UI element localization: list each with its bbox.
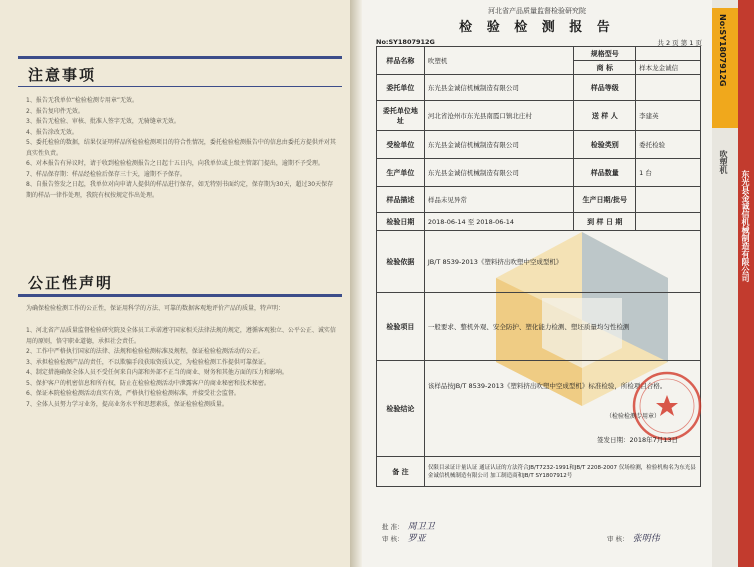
signature-row	[382, 519, 702, 549]
side-label-strip	[712, 0, 754, 567]
test-signature	[607, 531, 660, 544]
fairness-item: 5、保护客户的机密信息和所有权，防止在检验检测活动中泄露客户的商业秘密和技术秘密。	[26, 379, 270, 387]
fairness-item: 4、制定措施确保全体人员不受任何来自内部和外部不正当的商业、财务和其他方面的压力和影响。	[26, 369, 288, 376]
model-value	[636, 47, 701, 61]
grade-label: 样品等级	[574, 75, 636, 101]
table-row	[377, 75, 701, 101]
table-row	[377, 131, 701, 159]
report-number: No:SY1807912G	[376, 38, 435, 46]
notice-bottom-rule	[18, 86, 342, 87]
sign-date	[597, 435, 678, 444]
report-title: 检 验 检 测 报 告	[459, 20, 615, 35]
tab-report-no: No:SY1807912G	[718, 14, 727, 87]
batch-value	[636, 187, 701, 213]
sender-label: 送 样 人	[574, 101, 636, 131]
notice-item: 2、报告复印件无效。	[26, 107, 84, 115]
right-page	[362, 0, 712, 567]
notice-title: 注意事项	[28, 66, 97, 84]
test-date-label: 检验日期	[377, 213, 425, 231]
sign-date-value: 2018年7月13日	[629, 436, 678, 444]
conclusion-label: 检验结论	[377, 361, 425, 457]
client-address-label: 委托单位地址	[377, 101, 425, 131]
sample-desc-label: 样品描述	[377, 187, 425, 213]
notice-item: 1、报告无我单位“检验检测专用章”无效。	[26, 97, 139, 104]
approve-label: 批 准：	[382, 523, 404, 531]
table-row	[377, 47, 701, 61]
remarks-value: 仅限目录证计量认证 通证认证的方法符合JB/T7232-1991和JB/T 2208-2007 仅场检测，检验机构名为东光县金诚信机械制造有限公司 加工制造商和JB/T SY1807912号	[424, 457, 700, 487]
test-label: 审 核：	[607, 535, 629, 543]
items-label: 检验项目	[377, 293, 425, 361]
basis-value: JB/T 8539-2013《塑料挤出吹塑中空成型机》	[424, 231, 700, 293]
stamp-note: （检验检测专用章）	[605, 413, 660, 420]
fairness-rule	[18, 294, 342, 297]
conclusion-cell	[424, 361, 700, 457]
table-row	[377, 231, 701, 293]
page-info: 共 2 页 第 1 页	[657, 39, 702, 47]
sample-desc-value: 样品未见异常	[424, 187, 574, 213]
table-row	[377, 187, 701, 213]
tab-red-strip	[738, 0, 754, 567]
approve-sign: 周卫卫	[407, 522, 435, 532]
fairness-intro: 为确保检验检测工作的公正性，保证用科学的方法、可靠的数据客观地评价产品的质量，特声明：	[26, 305, 285, 312]
test-date-value: 2018-06-14 至 2018-06-14	[424, 213, 574, 231]
notice-item: 5、委托检验的数据，结果仅证明样品所检验检测项目的符合性情况，委托检验检测报告中的信息由委托方提供并对其真实性负责。	[26, 139, 336, 157]
notice-item: 4、报告涂改无效。	[26, 128, 78, 136]
model-label: 规格型号	[574, 47, 636, 61]
table-row	[377, 457, 701, 487]
notice-item: 6、对本报告有异议时，请于收到检验检测报告之日起十五日内，向我单位或上级主管部门提出，逾期不予受理。	[26, 160, 324, 167]
batch-label: 生产日期/批号	[574, 187, 636, 213]
grade-value	[636, 75, 701, 101]
fairness-list	[26, 326, 336, 410]
report-table	[376, 46, 701, 487]
table-row	[377, 361, 701, 457]
inspection-type-value: 委托检验	[636, 131, 701, 159]
review-label: 审 核：	[382, 535, 404, 543]
quantity-value: 1 台	[636, 159, 701, 187]
table-row	[377, 101, 701, 131]
fairness-item: 6、保证本院检验检测活动真实有效，严格执行检验检测标准，并接受社会监督。	[26, 390, 240, 397]
notice-item: 3、报告无检验、审核、批准人签字无效，无骑缝章无效。	[26, 118, 180, 125]
notice-list	[26, 96, 336, 201]
trademark-value: 样本龙金诚信	[636, 61, 701, 75]
left-page	[0, 0, 351, 567]
trademark-label: 商 标	[574, 61, 636, 75]
inspected-unit-value: 东光县金诚信机械制造有限公司	[424, 131, 574, 159]
remarks-label: 备 注	[377, 457, 425, 487]
tab-company: 东光县金诚信机械制造有限公司	[741, 170, 750, 282]
tab-item: 吹塑机	[719, 150, 728, 174]
arrival-date-label: 到 样 日 期	[574, 213, 636, 231]
fairness-item: 3、承担检验检测产品的责任，不以欺骗手段获取资质认定，为检验检测工作提供可靠保证。	[26, 358, 270, 366]
client-value: 东光县金诚信机械制造有限公司	[424, 75, 574, 101]
arrival-date-value	[636, 213, 701, 231]
test-sign: 张明伟	[632, 534, 660, 544]
institute-name: 河北省产品质量监督检验研究院	[488, 7, 586, 15]
review-sign: 罗亚	[407, 534, 426, 544]
notice-item: 8、自报告签发之日起，我单位对向申请人提供的样品进行保存，如无特别书面约定，保存期为30天，超过30天保存期的样品一律作处理，我院有权按规定作出处理。	[26, 181, 334, 199]
table-row	[377, 293, 701, 361]
book-gutter	[350, 0, 362, 567]
inspection-type-label: 检验类别	[574, 131, 636, 159]
sample-name-value: 吹塑机	[424, 47, 574, 75]
notice-item: 7、样品保存期：样品经检验后保存三十天，逾期不予保存。	[26, 170, 186, 178]
conclusion-value: 该样品按JB/T 8539-2013《塑料挤出吹塑中空成型机》标准检验，所检项目合格。	[427, 382, 667, 390]
sign-date-label: 签发日期：	[597, 436, 630, 444]
table-row	[377, 213, 701, 231]
quantity-label: 样品数量	[574, 159, 636, 187]
sender-value: 李建英	[636, 101, 701, 131]
table-row	[377, 159, 701, 187]
items-value: 一般要求、整机外观、安全防护、塑化能力检测、塑坯质量均匀性检测	[424, 293, 700, 361]
fairness-item: 7、全体人员努力学习业务，提高业务水平和思想素质，保证检验检测质量。	[26, 400, 228, 408]
producer-value: 东光县金诚信机械制造有限公司	[424, 159, 574, 187]
review-signature	[382, 531, 426, 544]
basis-label: 检验依据	[377, 231, 425, 293]
official-seal-icon	[630, 369, 704, 443]
notice-top-rule	[18, 56, 342, 59]
client-address-value: 河北省沧州市东光县南霞口镇北庄村	[424, 101, 574, 131]
producer-label: 生产单位	[377, 159, 425, 187]
fairness-item: 1、河北省产品质量监督检验研究院及全体员工承诺遵守国家相关法律法规的规定，遵循客观独立、公平公正、诚实信用的原则，恪守职业道德，承担社会责任。	[26, 327, 336, 345]
fairness-item: 2、工作中严格执行国家的法律、法规和检验检测标准及规程，保证检验检测活动的公正。	[26, 348, 264, 355]
fairness-title: 公正性声明	[28, 274, 114, 292]
sample-name-label: 样品名称	[377, 47, 425, 75]
client-label: 委托单位	[377, 75, 425, 101]
inspected-unit-label: 受检单位	[377, 131, 425, 159]
